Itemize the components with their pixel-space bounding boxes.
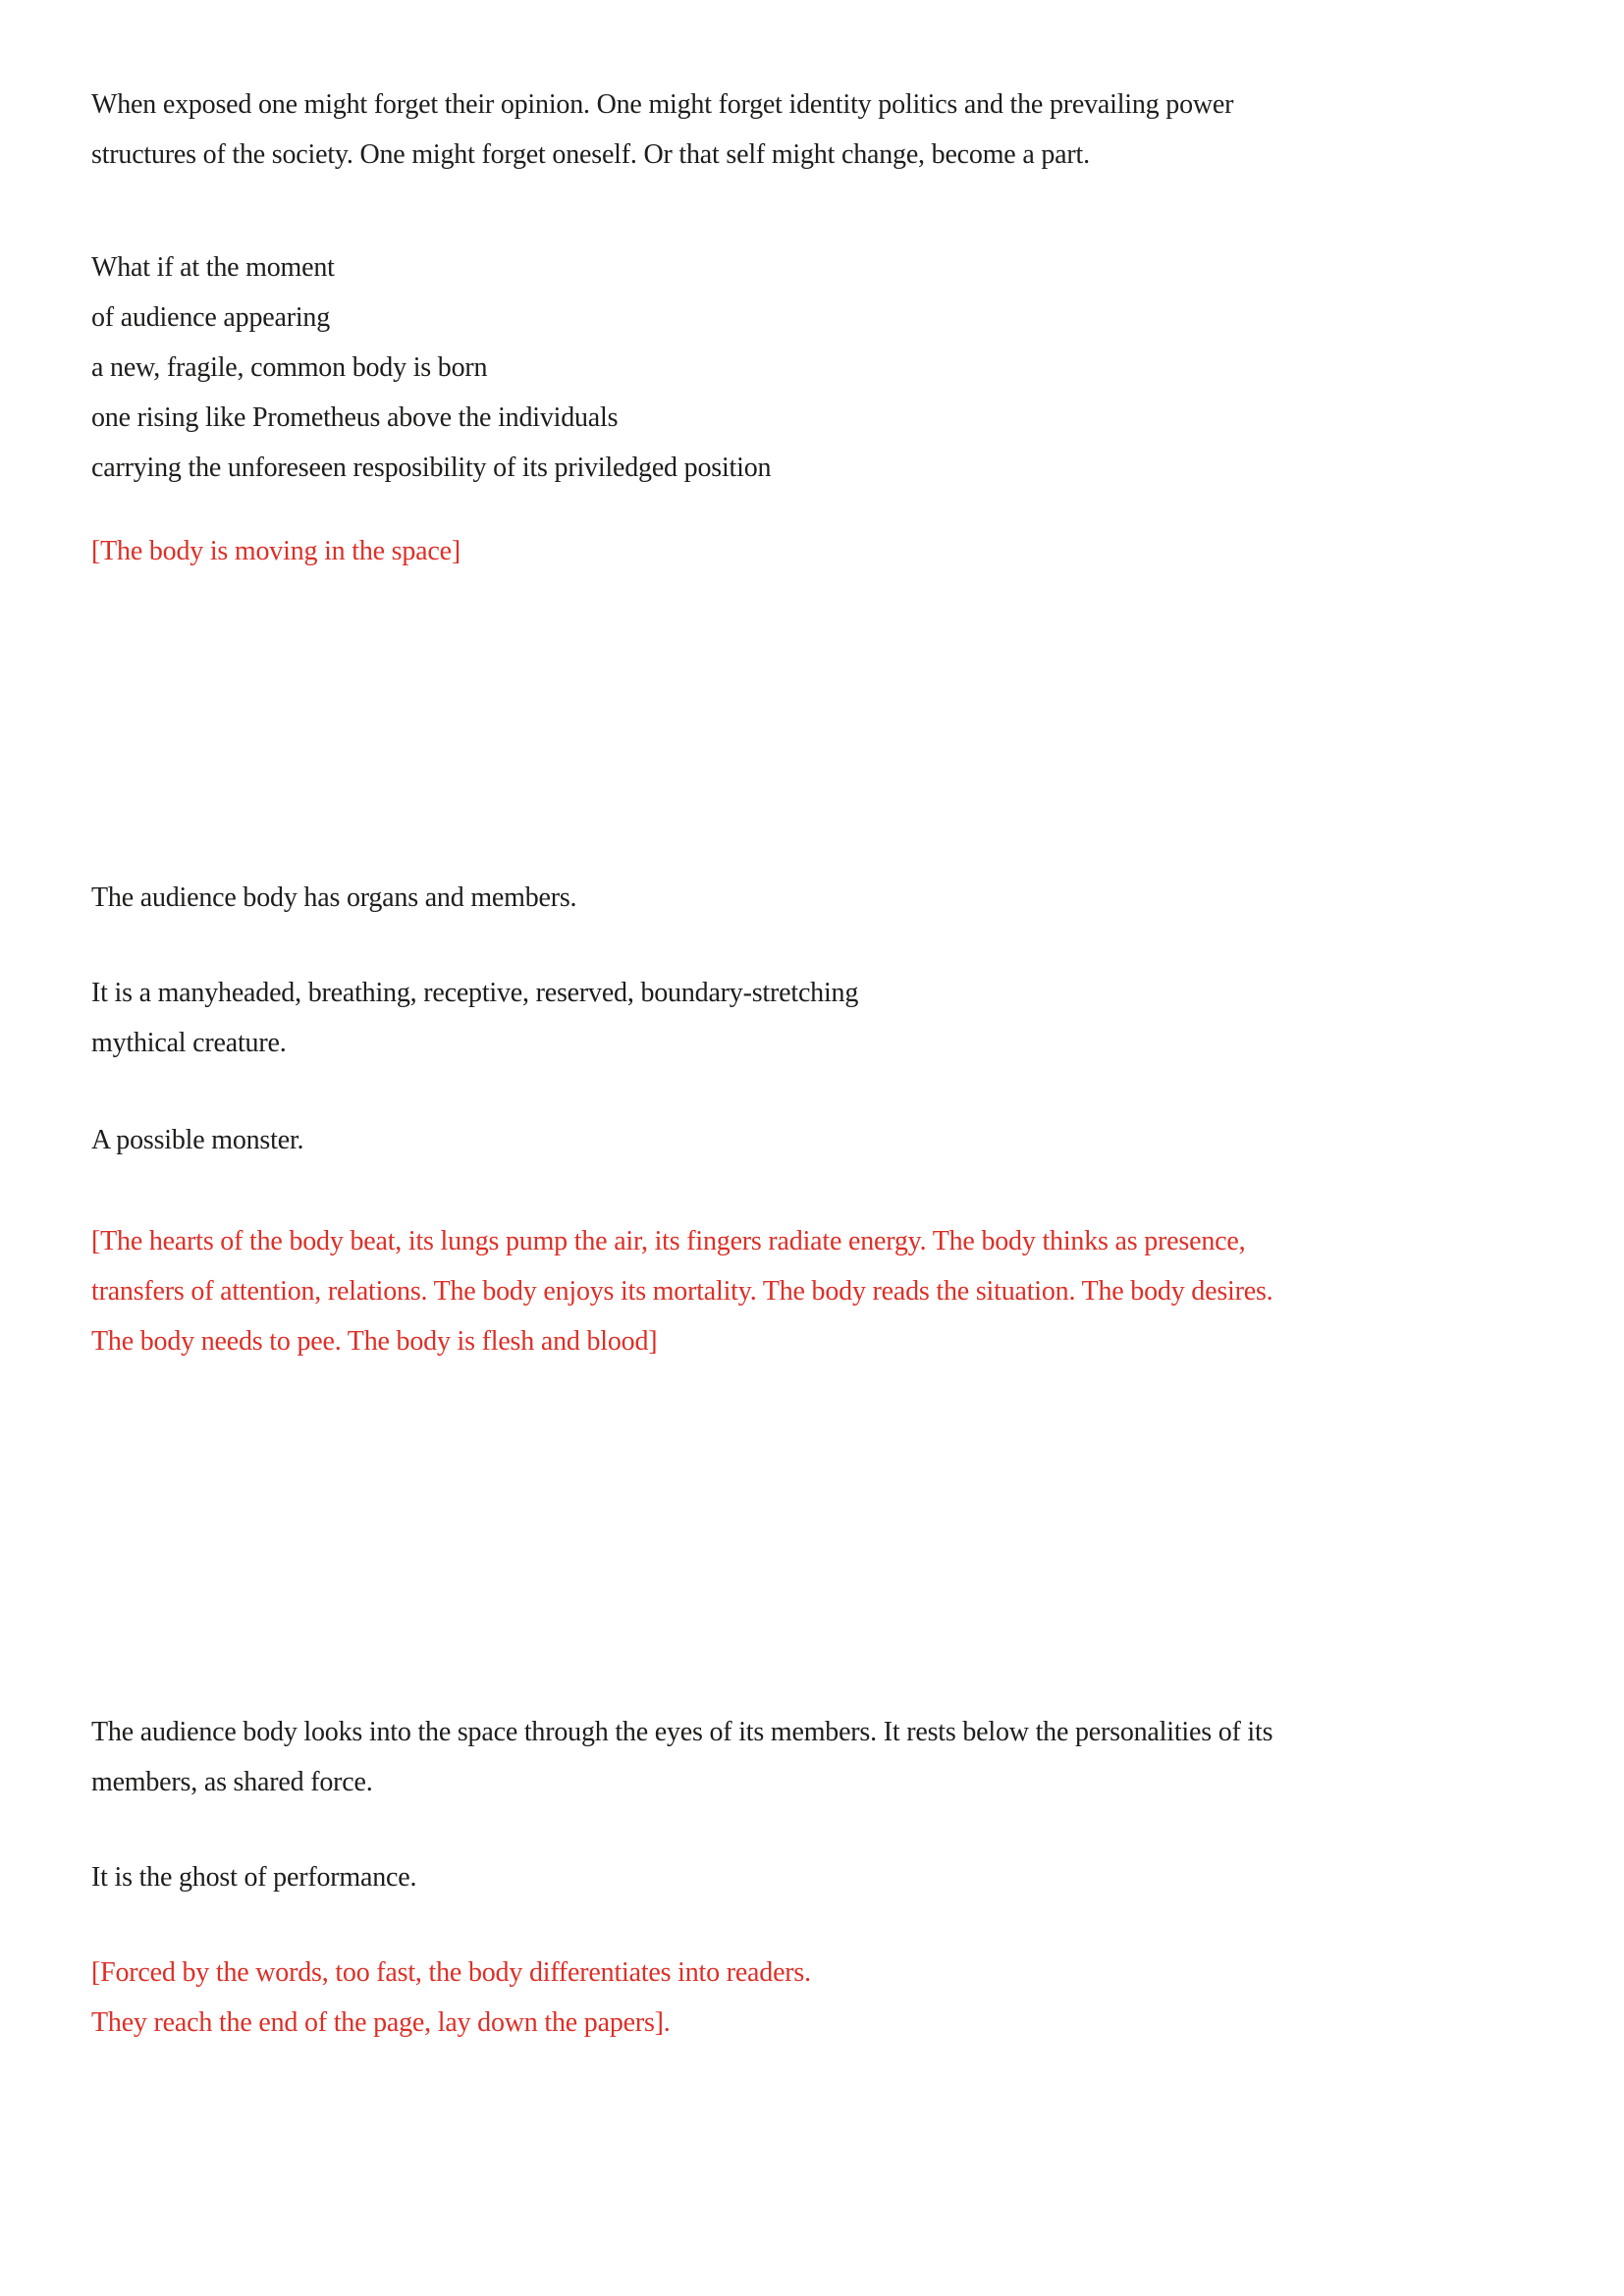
stage-direction-moving	[91, 526, 1565, 576]
poem-stanza	[91, 242, 1565, 493]
intro-paragraph	[91, 80, 1565, 180]
text-line: They reach the end of the page, lay down the papers].	[91, 2007, 671, 2038]
text-line: carrying the unforeseen resposibility of its priviledged position	[91, 453, 772, 483]
text-line: mythical creature.	[91, 1028, 287, 1058]
creature-paragraph	[91, 968, 1565, 1068]
text-line: [The body is moving in the space]	[91, 536, 460, 566]
text-line: [The hearts of the body beat, its lungs pump the air, its fingers radiate energy. The body thinks as presence,	[91, 1226, 1246, 1256]
text-line: structures of the society. One might forget oneself. Or that self might change, become a part.	[91, 139, 1090, 170]
monster-paragraph	[91, 1115, 1565, 1165]
text-line: What if at the moment	[91, 252, 335, 283]
looks-paragraph	[91, 1707, 1565, 1807]
text-line: [Forced by the words, too fast, the body differentiates into readers.	[91, 1957, 811, 1988]
text-line: a new, fragile, common body is born	[91, 352, 488, 383]
text-line: It is the ghost of performance.	[91, 1862, 417, 1893]
text-line: The audience body has organs and members.	[91, 882, 577, 913]
organs-paragraph	[91, 873, 1565, 923]
text-line: A possible monster.	[91, 1125, 304, 1155]
text-line: It is a manyheaded, breathing, receptive, reserved, boundary-stretching	[91, 978, 859, 1008]
text-line: members, as shared force.	[91, 1767, 373, 1797]
ghost-paragraph	[91, 1852, 1565, 1902]
text-line: of audience appearing	[91, 302, 331, 333]
stage-direction-hearts	[91, 1216, 1565, 1366]
text-line: one rising like Prometheus above the individuals	[91, 402, 619, 433]
text-line: The body needs to pee. The body is flesh and blood]	[91, 1326, 658, 1357]
text-line: When exposed one might forget their opinion. One might forget identity politics and the prevailing power	[91, 89, 1234, 120]
text-line: transfers of attention, relations. The body enjoys its mortality. The body reads the situation. The body desires.	[91, 1276, 1273, 1307]
stage-direction-readers	[91, 1948, 1565, 2048]
text-line: The audience body looks into the space through the eyes of its members. It rests below the personalities of its	[91, 1717, 1273, 1747]
